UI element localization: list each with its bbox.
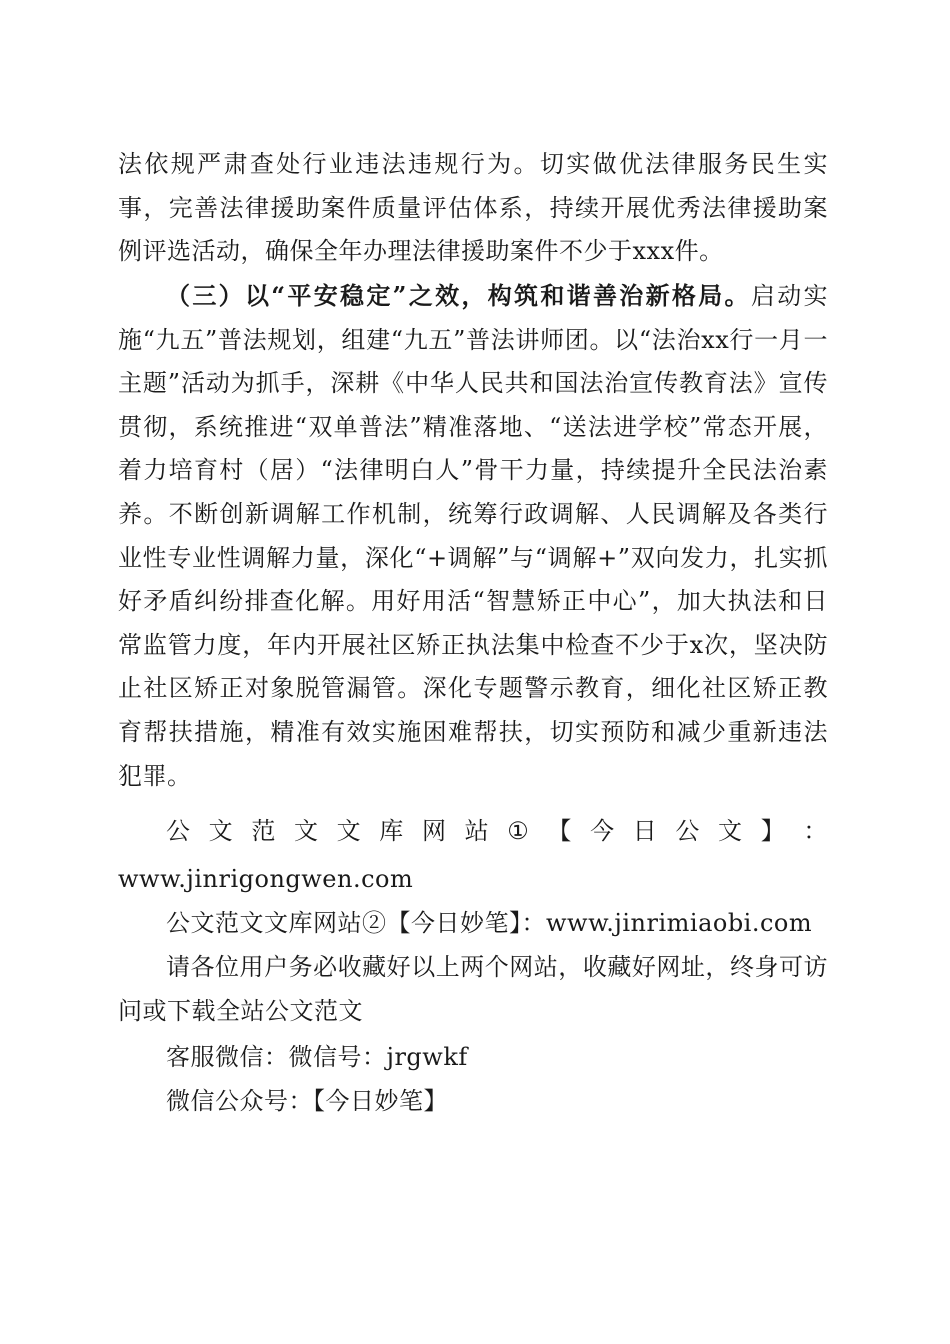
- site1-char: 网: [421, 817, 447, 845]
- footer-notice: 请各位用户务必收藏好以上两个网站，收藏好网址，终身可访问或下载全站公文范文: [118, 953, 828, 1025]
- site1-char: 】: [760, 817, 786, 845]
- paragraph-safety-stability: [118, 274, 828, 798]
- site1-char: 范: [251, 817, 276, 845]
- section-body-three: 启动实施“九五”普法规划，组建“九五”普法讲师团。以“法治xx行一月一主题”活动为抓手，深耕《中华人民共和国法治宣传教育法》宣传贯彻，系统推进“双单普法”精准落地、“送法进学校”常态开展，着力培育村（居）“法律明白人”骨干力量，持续提升全民法治素养。不断创新调解工作机制，统筹行政调解、人民调解及各类行业性专业性调解力量，深化“+调解”与“调解+”双向发力，扎实抓好矛盾纠纷排查化解。用好用活“智慧矫正中心”，加大执法和日常监管力度，年内开展社区矫正执法集中检查不少于x次，坚决防止社区矫正对象脱管漏管。深化专题警示教育，细化社区矫正教育帮扶措施，精准有效实施困难帮扶，切实预防和减少重新违法犯罪。: [118, 282, 829, 790]
- site1-char: 公: [166, 817, 191, 845]
- site1-char: 库: [379, 817, 404, 845]
- section-heading-three: （三）以“平安稳定”之效，构筑和谐善治新格局。: [166, 281, 751, 310]
- site1-char: ①: [507, 817, 530, 845]
- footer-site1-line: [118, 810, 828, 854]
- footer-service-wechat: 客服微信：微信号：jrgwkf: [166, 1043, 468, 1071]
- site1-char: ：: [803, 817, 828, 845]
- site1-char: 今: [590, 817, 615, 845]
- site1-char: 文: [293, 817, 319, 845]
- site1-char: 【: [547, 817, 572, 845]
- footer-site2-line[interactable]: 公文范文文库网站②【今日妙笔】：www.jinrimiaobi.com: [166, 909, 813, 937]
- paragraph-legal-aid: 法依规严肃查处行业违法违规行为。切实做优法律服务民生实事，完善法律援助案件质量评估体系，持续开展优秀法律援助案例评选活动，确保全年办理法律援助案件不少于xxx件。: [118, 150, 828, 266]
- site1-char: 文: [208, 817, 234, 845]
- footer-site1-url[interactable]: www.jinrigongwen.com: [118, 865, 414, 893]
- footer-official-account: 微信公众号：【今日妙笔】: [166, 1087, 448, 1115]
- site1-char: 日: [632, 817, 658, 845]
- site1-char: 文: [718, 817, 743, 845]
- site1-char: 文: [336, 817, 362, 845]
- site1-char: 公: [675, 817, 700, 845]
- site1-char: 站: [464, 817, 490, 845]
